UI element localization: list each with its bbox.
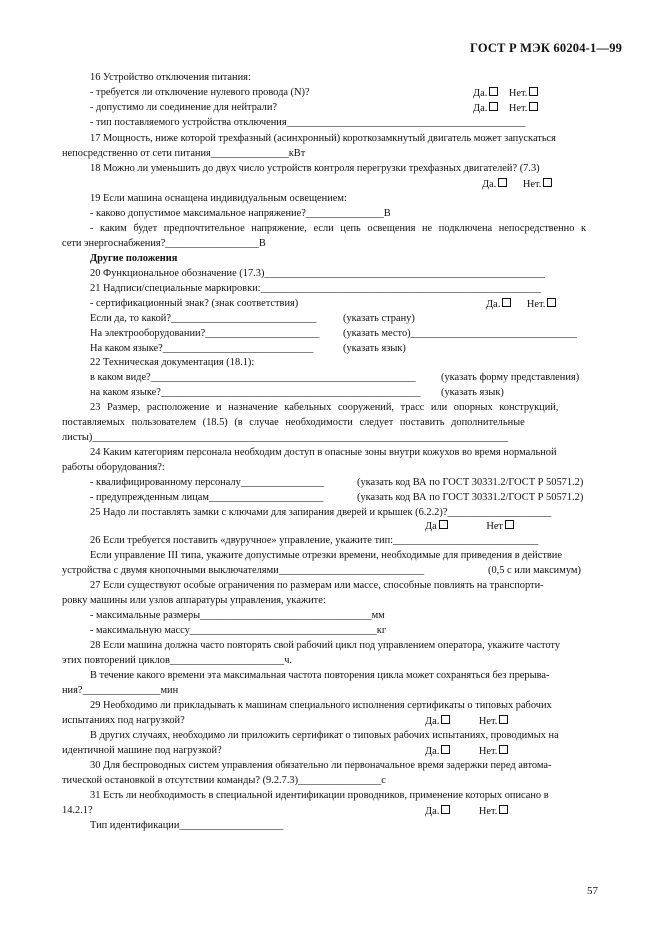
q25-line-1: 25 Надо ли поставлять замки с ключами для запирания дверей и крышек (6.2.2)?____________________ xyxy=(90,507,552,518)
q24-hint-code-1: (указать код ВА по ГОСТ 30331.2/ГОСТ Р 50571.2) xyxy=(357,477,584,488)
q22-line-form: в каком виде?___________________________________________________ xyxy=(90,372,416,383)
no-label: Нет. xyxy=(508,88,528,99)
no-checkbox[interactable] xyxy=(529,102,538,111)
no-checkbox[interactable] xyxy=(499,745,508,754)
q26-line-2: Если управление III типа, укажите допустимые отрезки времени, необходимые для приведения в действие xyxy=(90,550,562,561)
q29-line-1: 29 Необходимо ли прикладывать к машинам специального исполнения сертификаты о типовых рабочих xyxy=(90,700,552,711)
yes-label: Да. xyxy=(473,88,488,99)
yes-checkbox[interactable] xyxy=(498,178,507,187)
q22-line-language: на каком языке?__________________________________________________ xyxy=(90,387,421,398)
q16-line-neutral-link: - допустимо ли соединение для нейтрали? xyxy=(90,102,277,113)
q31-line-2: 14.2.1? xyxy=(62,805,93,816)
q27-line-2: ровку машины или узлов аппаратуры управления, укажите: xyxy=(62,595,326,606)
no-checkbox[interactable] xyxy=(499,805,508,814)
no-label: Нет. xyxy=(478,746,498,757)
q25-yes-no xyxy=(425,520,514,533)
q31-yes-no xyxy=(425,805,508,818)
page-number: 57 xyxy=(587,885,598,897)
q28-line-1: 28 Если машина должна часто повторять свой рабочий цикл под управлением оператора, укажите частоту xyxy=(90,640,561,651)
q31-line-1: 31 Есть ли необходимость в специальной идентификации проводников, применение которых описано в xyxy=(90,790,549,801)
q21-line-1: 21 Надписи/специальные маркировки:______________________________________________________ xyxy=(90,283,542,294)
q28-line-2: этих повторений циклов______________________ч. xyxy=(62,655,293,666)
section-heading-other: Другие положения xyxy=(90,253,178,264)
q21-line-cert-mark: - сертификационный знак? (знак соответствия) xyxy=(90,298,299,309)
q28-line-3: В течение какого времени эта максимальная частота повторения цикла может сохраняться без прерыва- xyxy=(90,670,550,681)
q28-line-4: ния?_______________мин xyxy=(62,685,179,696)
yes-label: Да. xyxy=(482,179,497,190)
q19-line-2: - каким будет предпочтительное напряжение, если цепь освещения не подключена непосредственно к xyxy=(90,223,587,234)
no-label: Нет. xyxy=(508,103,528,114)
q23-line-3: листы)________________________________________________________________________________ xyxy=(62,432,508,443)
q16-yes-no-2 xyxy=(473,102,538,115)
q27-line-1: 27 Если существуют особые ограничения по размерам или массе, способные повлиять на транспорти- xyxy=(90,580,544,591)
q16-line-neutral-disconnect: - требуется ли отключение нулевого провода (N)? xyxy=(90,87,310,98)
q16-yes-no-1 xyxy=(473,87,538,100)
q21-hint-place: (указать место)________________________________ xyxy=(343,328,577,339)
q26-line-1: 26 Если требуется поставить «двуручное» управление, укажите тип:____________________________ xyxy=(90,535,539,546)
q29-yes-no-2 xyxy=(425,745,508,758)
yes-checkbox[interactable] xyxy=(489,87,498,96)
no-checkbox[interactable] xyxy=(499,715,508,724)
q29-yes-no-1 xyxy=(425,715,508,728)
q24-line-instructed: - предупрежденным лицам______________________ xyxy=(90,492,324,503)
no-checkbox[interactable] xyxy=(543,178,552,187)
yes-label: Да xyxy=(425,521,437,532)
q18-yes-no xyxy=(482,178,552,191)
q26-line-3: устройства с двумя кнопочными выключателями____________________________ xyxy=(62,565,425,576)
no-label: Нет. xyxy=(478,806,498,817)
q21-yes-no xyxy=(486,298,556,311)
yes-checkbox[interactable] xyxy=(441,805,450,814)
q27-line-max-mass: - максимальную массу____________________________________кг xyxy=(90,625,387,636)
q30-line-2: тической остановкой в отсутствии команды? (9.2.7.3)________________с xyxy=(62,775,386,786)
q24-hint-code-2: (указать код ВА по ГОСТ 30331.2/ГОСТ Р 50571.2) xyxy=(357,492,584,503)
q19-title: 19 Если машина оснащена индивидуальным освещением: xyxy=(90,193,347,204)
yes-label: Да. xyxy=(425,746,440,757)
q23-line-1: 23 Размер, расположение и назначение кабельных сооружений, трасс или опорных конструкций, xyxy=(90,402,559,413)
q22-hint-language: (указать язык) xyxy=(441,387,504,398)
q18-line-1: 18 Можно ли уменьшить до двух число устройств контроля перегрузки трехфазных двигателей? (7.3) xyxy=(90,163,540,174)
q29-line-3: В других случаях, необходимо ли приложить сертификат о типовых рабочих испытаниях, проводимых на xyxy=(90,730,559,741)
no-checkbox[interactable] xyxy=(547,298,556,307)
q22-hint-form: (указать форму представления) xyxy=(441,372,580,383)
page-header-title: ГОСТ Р МЭК 60204-1—99 xyxy=(470,41,623,55)
yes-label: Да. xyxy=(486,299,501,310)
q24-line-1: 24 Каким категориям персонала необходим доступ в опасные зоны внутри кожухов во время нормальной xyxy=(90,447,557,458)
q21-line-on-equipment: На электрооборудовании?______________________ xyxy=(90,328,320,339)
q30-line-1: 30 Для беспроводных систем управления обязательно ли первоначальное время задержки перед автома- xyxy=(90,760,552,771)
no-label: Нет. xyxy=(526,299,546,310)
q16-title: 16 Устройство отключения питания: xyxy=(90,72,251,83)
q24-line-qualified: - квалифицированному персоналу________________ xyxy=(90,477,324,488)
yes-label: Да. xyxy=(473,103,488,114)
yes-label: Да. xyxy=(425,806,440,817)
no-label: Нет. xyxy=(522,179,542,190)
q21-line-which: Если да, то какой?____________________________ xyxy=(90,313,317,324)
q21-hint-language: (указать язык) xyxy=(343,343,406,354)
q23-line-2: поставляемых пользователем (18.5) (в случае необходимости следует поставить дополнительные xyxy=(62,417,525,428)
q27-line-max-size: - максимальные размеры_________________________________мм xyxy=(90,610,385,621)
q19-line-3: сети энергоснабжения?__________________В xyxy=(62,238,266,249)
q29-line-2: испытаниях под нагрузкой? xyxy=(62,715,185,726)
q21-line-language: На каком языке?_____________________________ xyxy=(90,343,314,354)
q24-line-2: работы оборудования?: xyxy=(62,462,165,473)
yes-label: Да. xyxy=(425,716,440,727)
no-label: Нет xyxy=(486,521,503,532)
no-checkbox[interactable] xyxy=(529,87,538,96)
yes-checkbox[interactable] xyxy=(441,715,450,724)
q16-line-device-type: - тип поставляемого устройства отключения______________________________________________ xyxy=(90,117,526,128)
q21-hint-country: (указать страну) xyxy=(343,313,415,324)
q17-line-1: 17 Мощность, ниже которой трехфазный (асинхронный) короткозамкнутый двигатель может запускаться xyxy=(90,133,556,144)
q26-hint-time: (0,5 с или максимум) xyxy=(488,565,581,576)
q17-line-2: непосредственно от сети питания_______________кВт xyxy=(62,148,306,159)
yes-checkbox[interactable] xyxy=(489,102,498,111)
q20-line-1: 20 Функциональное обозначение (17.3)______________________________________________________ xyxy=(90,268,545,279)
yes-checkbox[interactable] xyxy=(502,298,511,307)
yes-checkbox[interactable] xyxy=(441,745,450,754)
q31-line-id-type: Тип идентификации____________________ xyxy=(90,820,284,831)
q29-line-4: идентичной машине под нагрузкой? xyxy=(62,745,222,756)
q22-title: 22 Техническая документация (18.1): xyxy=(90,357,255,368)
yes-checkbox[interactable] xyxy=(439,520,448,529)
no-checkbox[interactable] xyxy=(505,520,514,529)
no-label: Нет. xyxy=(478,716,498,727)
q19-line-max-voltage: - каково допустимое максимальное напряжение?_______________В xyxy=(90,208,391,219)
